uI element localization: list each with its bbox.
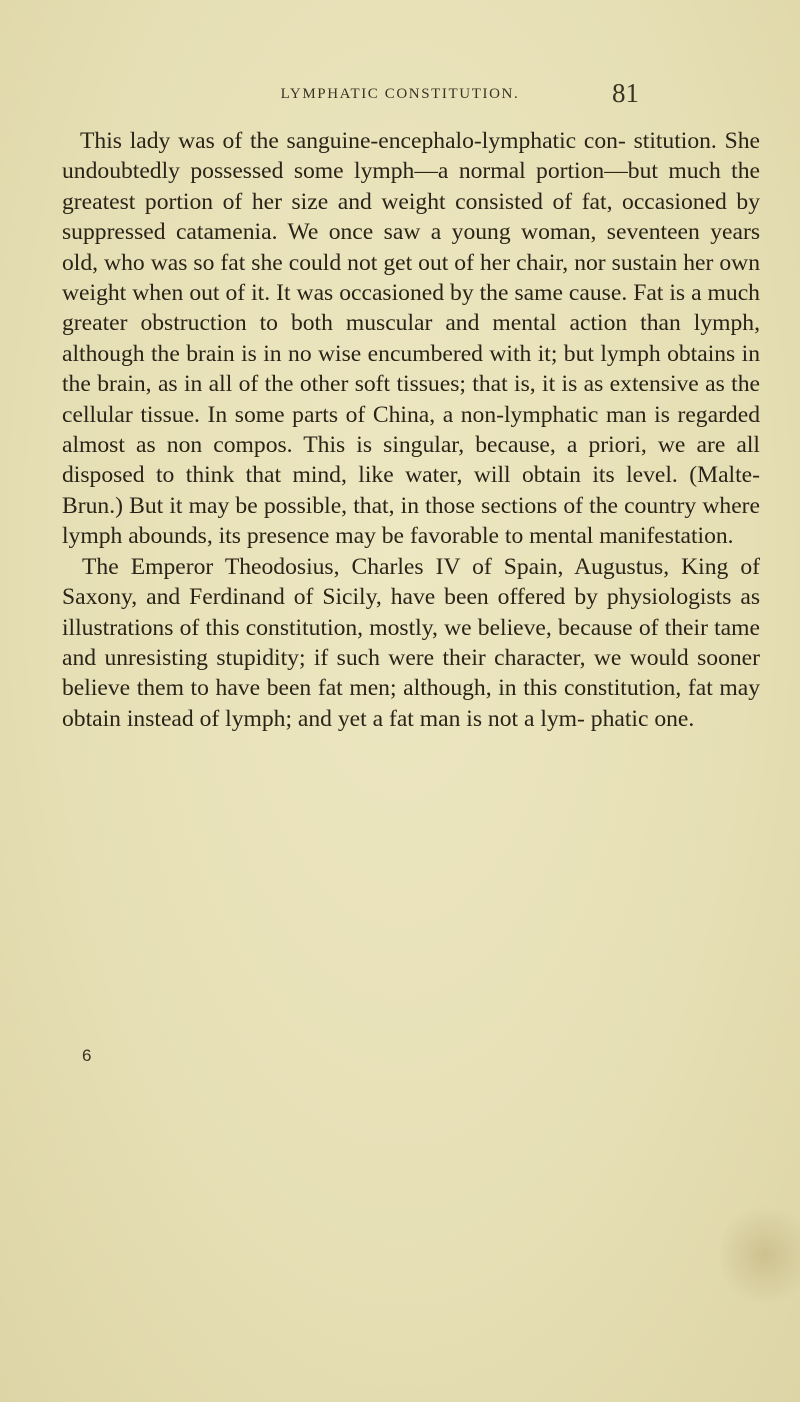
text-line: stitution. She undoubtedly possessed some lymph—a bbox=[62, 128, 760, 185]
text-line: This lady was of the sanguine-encephalo-lymphatic con- bbox=[80, 128, 626, 154]
text-line: normal portion—but much the greatest portion of her size bbox=[62, 158, 760, 215]
text-line: phatic one. bbox=[590, 705, 695, 732]
paper-stain bbox=[720, 1200, 800, 1310]
text-line: brain is in no wise encumbered with it; but lymph obtains bbox=[186, 340, 742, 367]
text-line: King of Saxony, and Ferdinand of Sicily, have been offered bbox=[62, 553, 760, 611]
text-line: This is singular, because, a priori, we are all disposed to bbox=[62, 432, 760, 489]
text-line: as extensive as the cellular tissue. In some parts of China, bbox=[62, 371, 760, 428]
text-line: a non-lymphatic man is regarded almost as non compos. bbox=[62, 401, 760, 459]
text-line: old, who was so fat she could not get out of her chair, nor bbox=[62, 249, 612, 276]
text-line: catamenia. We once saw a young woman, seventeen years bbox=[175, 219, 761, 246]
text-line: have been fat men; although, in this constitution, fat may bbox=[215, 675, 761, 702]
text-line: if such were their character, we would sooner believe them to bbox=[62, 644, 760, 702]
text-line: Brun.) But it may be possible, that, in those sections of bbox=[62, 492, 590, 519]
page-number: 81 bbox=[612, 78, 639, 108]
text-line: favorable to mental manifestation. bbox=[409, 523, 734, 550]
paragraph-2 bbox=[62, 552, 760, 734]
body-text bbox=[62, 126, 760, 734]
text-line: in the brain, as in all of the other soft tissues; that is, it is bbox=[62, 340, 760, 398]
text-line: the country where lymph abounds, its presence may be bbox=[62, 492, 760, 550]
text-line: obtain instead of lymph; and yet a fat man is not a lym- bbox=[62, 705, 585, 732]
signature-mark: 6 bbox=[82, 1046, 92, 1065]
text-line: we believe, because of their tame and unresisting stupidity; bbox=[62, 614, 760, 671]
text-line: and weight consisted of fat, occasioned by suppressed bbox=[62, 188, 760, 246]
text-line: by the same cause. Fat is a much greater obstruction to bbox=[62, 280, 760, 337]
text-line: The Emperor Theodosius, Charles IV of Spain, Augustus, bbox=[82, 553, 682, 580]
text-line: sustain her own weight when out of it. It was occasioned bbox=[62, 249, 760, 307]
paragraph-1 bbox=[62, 126, 760, 552]
text-line: both muscular and mental action than lymph, although the bbox=[62, 310, 760, 367]
text-line: think that mind, like water, will obtain its level. (Malte- bbox=[185, 462, 760, 489]
running-head: LYMPHATIC CONSTITUTION. bbox=[280, 86, 520, 102]
text-line: by physiologists as illustrations of this constitution, mostly, bbox=[62, 584, 761, 641]
